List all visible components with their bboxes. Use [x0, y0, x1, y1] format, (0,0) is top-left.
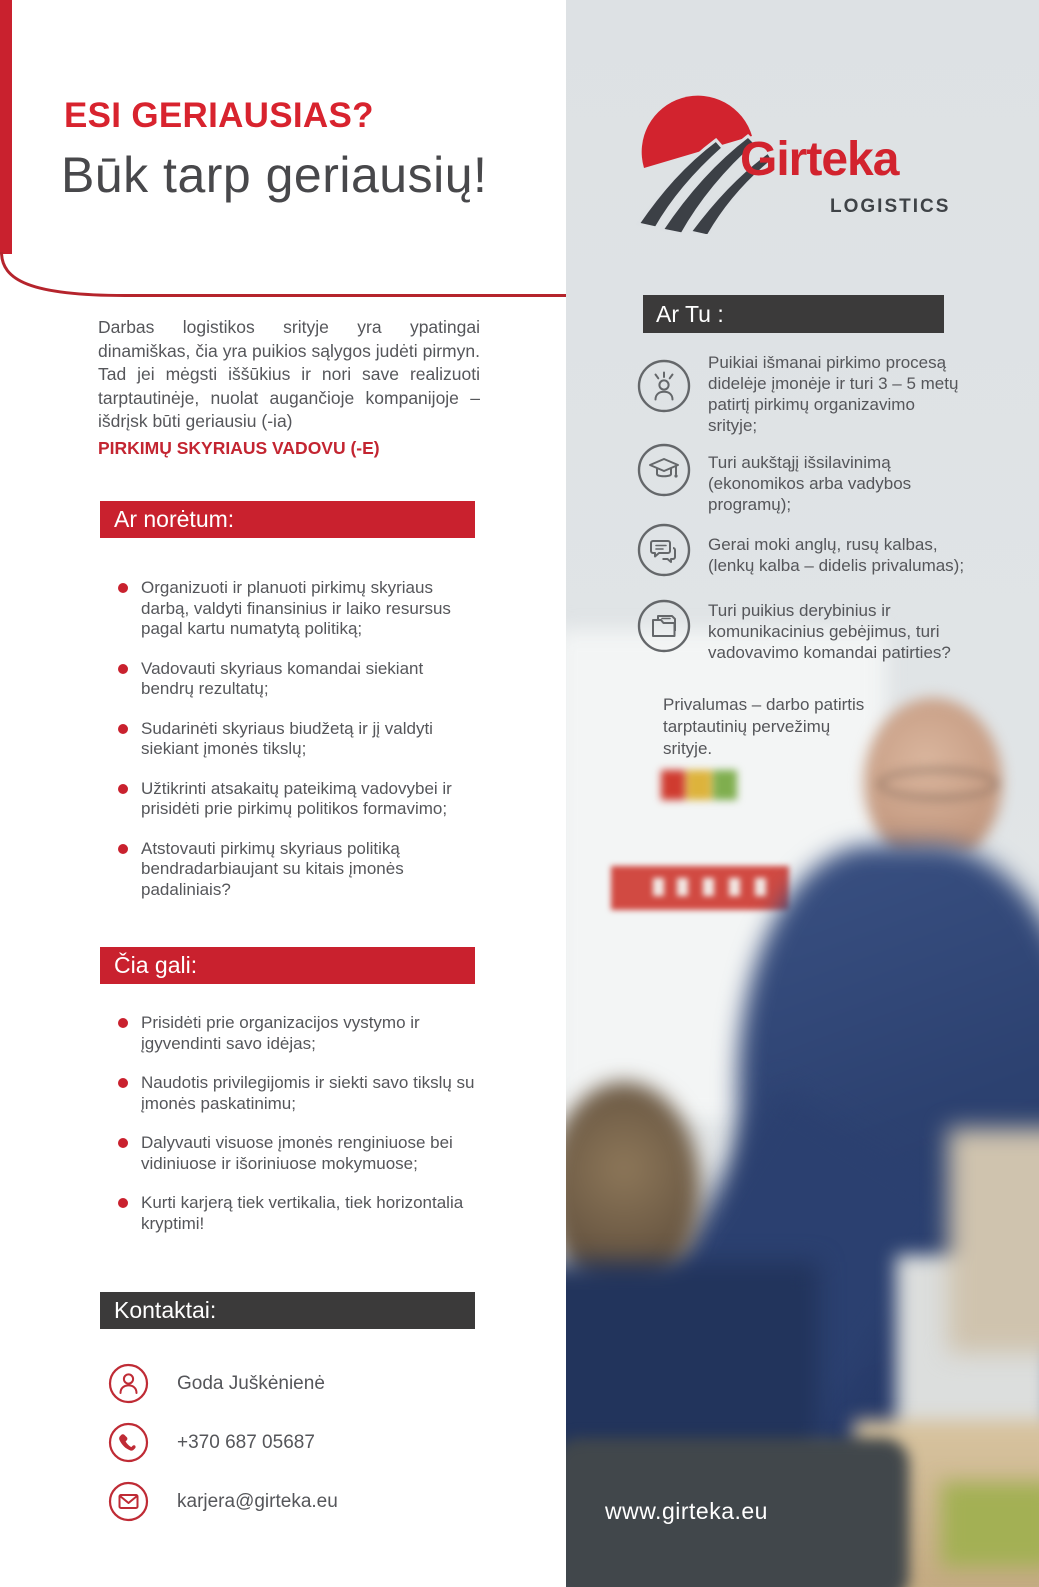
left-red-strip — [0, 0, 12, 254]
bullet-dot-icon — [118, 1138, 128, 1148]
intro-paragraph: Darbas logistikos srityje yra ypatingai dinamiškas, čia yra puikios sąlygos judėti pirmyn. Tad jei mėgsti iššūkius ir nori save realizuoti tarptautinėje, nuolat augančioje kompanijoje – išdrįsk būti geriausiu (-ia) — [98, 317, 480, 431]
red-banner — [611, 866, 789, 910]
headline-question: ESI GERIAUSIAS? — [64, 96, 374, 135]
plant — [941, 1482, 1039, 1567]
glasses — [878, 768, 998, 800]
list-item — [118, 1073, 480, 1114]
section-bar-cia-gali: Čia gali: — [100, 947, 475, 984]
list-item — [118, 578, 480, 640]
phone-icon — [108, 1422, 149, 1463]
list-item-text: Užtikrinti atsakaitų pateikimą vadovybei ir prisidėti prie pirkimų politikos formavimo; — [141, 778, 452, 818]
requirement-text: Turi puikius derybinius ir komunikacinius gebėjimus, turi vadovavimo komandai patirties? — [708, 601, 951, 662]
privalumas-note: Privalumas – darbo patirtis tarptautinių pervežimų srityje. — [663, 695, 865, 758]
graduation-cap-icon — [636, 442, 692, 498]
logo-sub-label: LOGISTICS — [830, 196, 951, 217]
section-bar-kontaktai: Kontaktai: — [100, 1292, 475, 1329]
position-title: PIRKIMŲ SKYRIAUS VADOVU (-E) — [98, 437, 380, 458]
list-item-text: Vadovauti skyriaus komandai siekiant bendrų rezultatų; — [141, 658, 424, 698]
list-item-text: Atstovauti pirkimų skyriaus politiką bendradarbiaujant su kitais įmonės padaliniais? — [141, 838, 404, 899]
bullet-dot-icon — [118, 1198, 128, 1208]
list-item-text: Organizuoti ir planuoti pirkimų skyriaus darbą, valdyti finansinius ir laiko resursus pagal kartu numatytą politiką; — [141, 578, 451, 638]
bullet-dot-icon — [118, 583, 128, 593]
bullet-dot-icon — [118, 724, 128, 734]
list-item — [118, 1193, 480, 1234]
ar-noretum-list — [118, 578, 480, 919]
list-item-text: Naudotis privilegijomis ir siekti savo tikslų su įmonės paskatinimu; — [141, 1073, 475, 1113]
list-item — [118, 779, 480, 820]
list-item-text: Prisidėti prie organizacijos vystymo ir įgyvendinti savo idėjas; — [141, 1013, 420, 1053]
person-icon — [108, 1363, 149, 1404]
list-item — [118, 839, 480, 901]
contact-email: karjera@girteka.eu — [177, 1490, 338, 1512]
contact-row — [108, 1481, 338, 1522]
cia-gali-list — [118, 1013, 480, 1253]
website-url: www.girteka.eu — [605, 1498, 768, 1524]
contact-row — [108, 1363, 338, 1404]
section-bar-ar-tu: Ar Tu : — [643, 295, 944, 333]
contacts-block — [108, 1363, 338, 1540]
right-panel — [566, 0, 1039, 1587]
headline-main: Būk tarp geriausių! — [61, 147, 488, 203]
shelf — [948, 1128, 1039, 1353]
list-item-text: Kurti karjerą tiek vertikalia, tiek horizontalia kryptimi! — [141, 1193, 464, 1233]
list-item-text: Sudarinėti skyriaus biudžetą ir jį valdyti siekiant įmonės tikslų; — [141, 718, 433, 758]
bullet-dot-icon — [118, 1018, 128, 1028]
contact-name: Goda Juškėnienė — [177, 1372, 325, 1394]
bullet-dot-icon — [118, 784, 128, 794]
list-item-text: Dalyvauti visuose įmonės renginiuose bei vidiniuose ir išoriniuose mokymuose; — [141, 1133, 453, 1173]
list-item — [118, 1133, 480, 1174]
person-rays-icon — [636, 358, 692, 414]
red-corner-curve — [0, 240, 566, 300]
bullet-dot-icon — [118, 844, 128, 854]
bullet-dot-icon — [118, 664, 128, 674]
documents-icon — [636, 598, 692, 654]
logo-wordmark: Girteka — [740, 133, 899, 186]
chat-bubbles-icon — [636, 522, 692, 578]
requirement-text: Gerai moki anglų, rusų kalbas, (lenkų kalba – didelis privalumas); — [708, 535, 965, 575]
requirement-text: Turi aukštąjį išsilavinimą (ekonomikos arba vadybos programų); — [708, 453, 912, 514]
requirement-text: Puikiai išmanai pirkimo procesą didelėje įmonėje ir turi 3 – 5 metų patirtį pirkimų organizavimo srityje; — [708, 353, 959, 435]
contact-phone: +370 687 05687 — [177, 1431, 315, 1453]
board-logo — [661, 762, 739, 808]
intro-block — [98, 316, 480, 460]
contact-row — [108, 1422, 338, 1463]
list-item — [118, 719, 480, 760]
girteka-logo — [640, 84, 950, 229]
bullet-dot-icon — [118, 1078, 128, 1088]
mail-icon — [108, 1481, 149, 1522]
list-item — [118, 1013, 480, 1054]
section-bar-ar-noretum: Ar norėtum: — [100, 501, 475, 538]
list-item — [118, 659, 480, 700]
